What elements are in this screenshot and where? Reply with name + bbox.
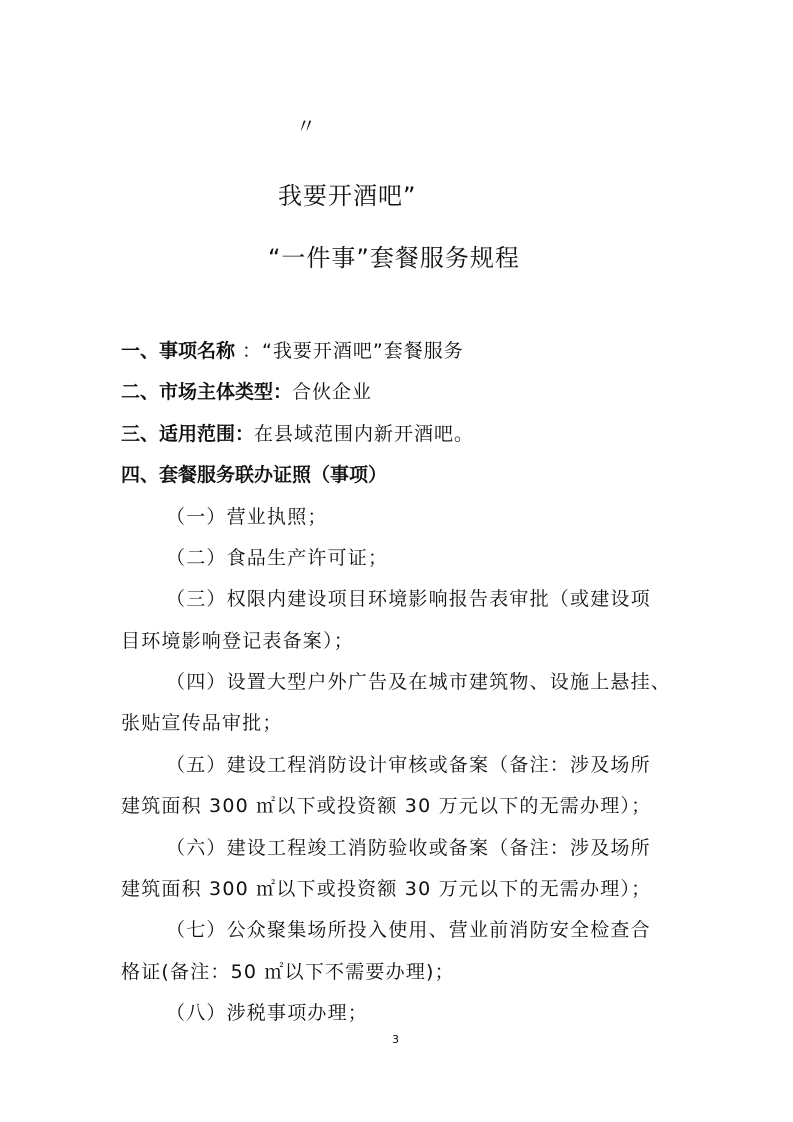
page-number: 3 — [392, 1033, 399, 1046]
list-item: （四）设置大型户外广告及在城市建筑物、设施上悬挂、 — [166, 671, 672, 693]
list-item: （一）营业执照； — [166, 506, 328, 528]
list-item: 目环境影响登记表备案）； — [121, 630, 354, 652]
section-label: 一、事项名称 — [121, 340, 236, 362]
section-scope — [121, 419, 474, 446]
section-label: 二、市场主体类型： — [121, 381, 293, 403]
list-item: 建筑面积 300 ㎡以下或投资额 30 万元以下的无需办理）； — [121, 795, 652, 817]
section-value: 在县域范围内新开酒吧。 — [254, 423, 475, 445]
section-label: 四、套餐服务联办证照（事项） — [121, 464, 388, 486]
list-item: （三）权限内建设项目环境影响报告表审批（或建设项 — [166, 588, 651, 610]
quote-mark: 〃 — [296, 114, 316, 138]
list-item: 建筑面积 300 ㎡以下或投资额 30 万元以下的无需办理）； — [121, 878, 652, 900]
section-value: 合伙企业 — [292, 381, 373, 403]
section-label: 三、适用范围： — [121, 423, 255, 445]
list-item: （二）食品生产许可证； — [166, 547, 389, 569]
section-licenses — [121, 460, 387, 487]
list-item: 张贴宣传品审批； — [121, 712, 283, 734]
list-item: （七）公众聚集场所投入使用、营业前消防安全检查合 — [166, 919, 651, 941]
document-title-line2: “一件事”套餐服务规程 — [268, 244, 520, 272]
list-item: （五）建设工程消防设计审核或备案（备注：涉及场所 — [166, 754, 651, 776]
section-value: ：“我要开酒吧”套餐服务 — [235, 340, 464, 362]
section-item-name — [121, 336, 464, 363]
section-market-type — [121, 377, 372, 404]
list-item: （六）建设工程竣工消防验收或备案（备注：涉及场所 — [166, 837, 651, 859]
document-title-line1: 我要开酒吧” — [278, 182, 417, 210]
list-item: （八）涉税事项办理； — [166, 1002, 369, 1024]
list-item: 格证(备注：50 ㎡以下不需要办理)； — [121, 961, 455, 983]
